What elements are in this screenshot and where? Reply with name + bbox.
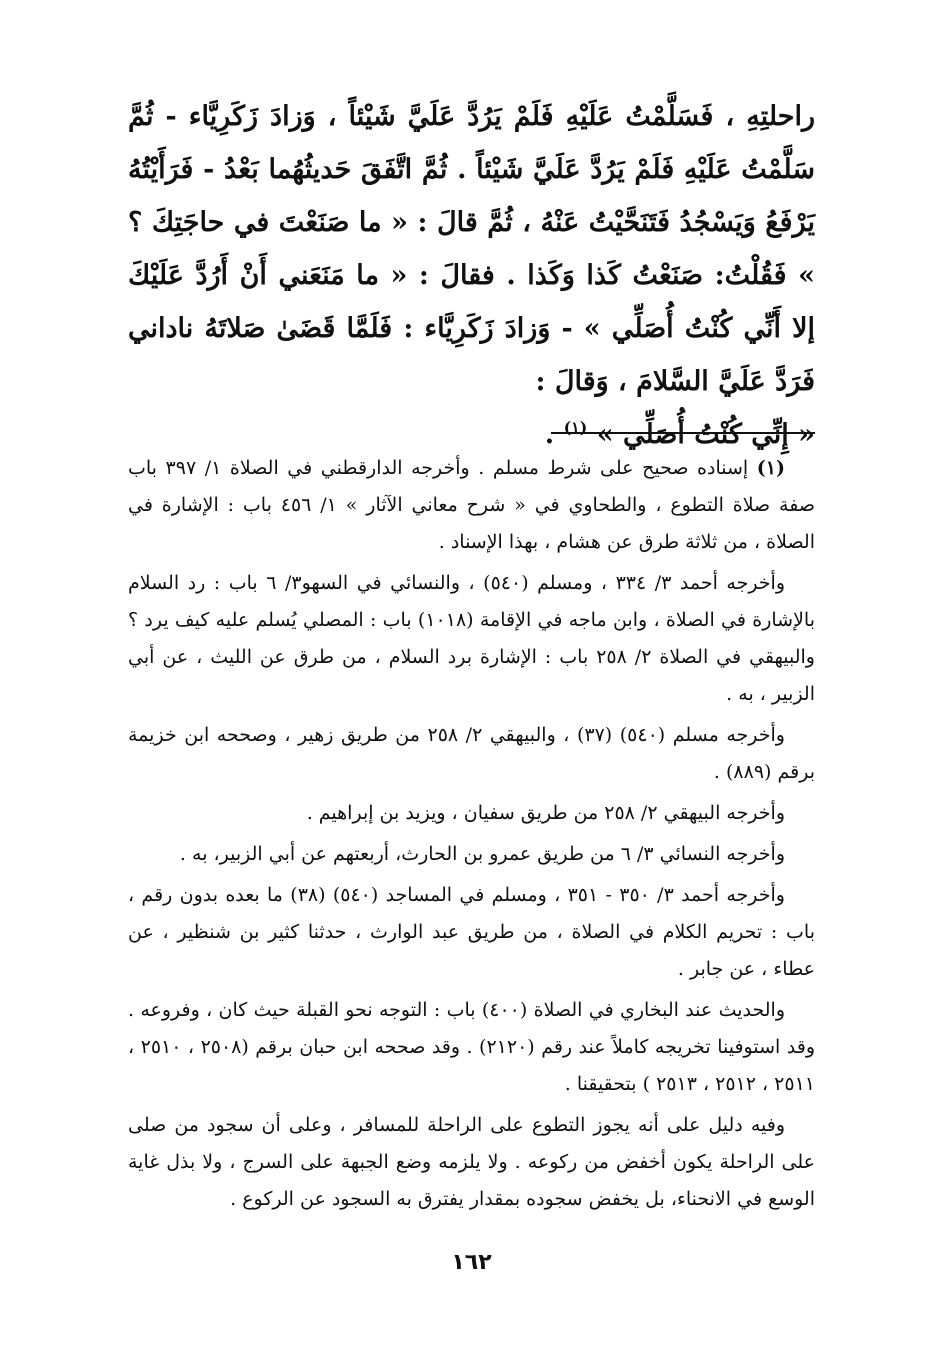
footnote-paragraph: وأخرجه مسلم (٥٤٠) (٣٧) ، والبيهقي ٢/ ٢٥٨ من طريق زهير ، وصححه ابن خزيمة برقم (٨٨٩) .	[128, 724, 815, 783]
page-number: ١٦٢	[451, 1250, 492, 1275]
footnote-paragraph	[128, 450, 815, 561]
main-text	[128, 90, 815, 461]
footnote-paragraph: وأخرجه البيهقي ٢/ ٢٥٨ من طريق سفيان ، ويزيد بن إبراهيم .	[306, 802, 785, 824]
last-line-end: .	[544, 419, 555, 450]
footnote-reference[interactable]: (١)	[563, 418, 588, 437]
footnote-text: إسناده صحيح على شرط مسلم . وأخرجه الدارقطني في الصلاة ١/ ٣٩٧ باب صفة صلاة التطوع ، والطحاوي في « شرح معاني الآثار » ١/ ٤٥٦ باب : الإشارة في الصلاة ، من ثلاثة طرق عن هشام ، بهذا الإسناد .	[128, 457, 815, 553]
footnote-paragraph: وأخرجه النسائي ٣/ ٦ من طريق عمرو بن الحارث، أربعتهم عن أبي الزبير، به .	[179, 843, 785, 865]
main-paragraph	[128, 90, 815, 408]
quote-text: « إِنِّي كُنْتُ أُصَلِّي »	[596, 419, 815, 450]
footnote-paragraph: والحديث عند البخاري في الصلاة (٤٠٠) باب : التوجه نحو القبلة حيث كان ، وفروعه . وقد استوفينا تخريجه كاملاً عند رقم (٢١٢٠) . وقد صححه ابن حبان برقم (٢٥٠٨ ، ٢٥١٠ ، ٢٥١١ ، ٢٥١٢ ، ٢٥١٣ ) بتحقيقنا .	[128, 999, 815, 1095]
footnote-number: (١)	[756, 457, 785, 479]
footnotes	[128, 450, 815, 1222]
footnote-paragraph: وأخرجه أحمد ٣/ ٣٣٤ ، ومسلم (٥٤٠) ، والنسائي في السهو٣/ ٦ باب : رد السلام بالإشارة في الصلاة ، وابن ماجه في الإقامة (١٠١٨) باب : المصلي يُسلم عليه كيف يرد ؟ والبيهقي في الصلاة ٢/ ٢٥٨ باب : الإشارة برد السلام ، من طرق عن الليث ، عن أبي الزبير ، به .	[128, 572, 815, 705]
footnote-paragraph: وأخرجه أحمد ٣/ ٣٥٠ - ٣٥١ ، ومسلم في المساجد (٥٤٠) (٣٨) ما بعده بدون رقم ، باب : تحريم الكلام في الصلاة ، من طريق عبد الوارث ، حدثنا كثير بن شنظير ، عن عطاء ، عن جابر .	[128, 884, 815, 980]
footnote-paragraph: وفيه دليل على أنه يجوز التطوع على الراحلة للمسافر ، وعلى أن سجود من صلى على الراحلة يكون أخفض من ركوعه . ولا يلزمه وضع الجبهة على السرج ، ولا بذل غاية الوسع في الانحناء، بل يخفض سجوده بمقدار يفترق به السجود عن الركوع .	[128, 1114, 815, 1210]
main-paragraph-text: راحلتِهِ ، فَسَلَّمْتُ عَلَيْهِ فَلَمْ يَرُدَّ عَلَيَّ شَيْئاً ، وَزادَ زَكَرِيَّاء - ثُمَّ سَلَّمْتُ عَلَيْهِ فَلَمْ يَرُدَّ عَلَيَّ شَيْئاً . ثُمَّ اتَّفَقَ حَديثُهُما بَعْدُ - فَرَأَيْتُهُ يَرْفَعُ وَيَسْجُدُ فَتَنَحَّيْتُ عَنْهُ ، ثُمَّ قالَ : « ما صَنَعْتَ في حاجَتِكَ ؟ » فَقُلْتُ: صَنَعْتُ كَذا وَكَذا . فقالَ : « ما مَنَعَني أَنْ أَرُدَّ عَلَيْكَ إلا أَنِّي كُنْتُ أُصَلِّي » - وَزادَ زَكَرِيَّاء : فَلَمَّا قَضَىٰ صَلاتَهُ ناداني فَرَدَّ عَلَيَّ السَّلامَ ، وَقالَ :	[128, 101, 815, 397]
footnote-divider	[551, 432, 815, 434]
